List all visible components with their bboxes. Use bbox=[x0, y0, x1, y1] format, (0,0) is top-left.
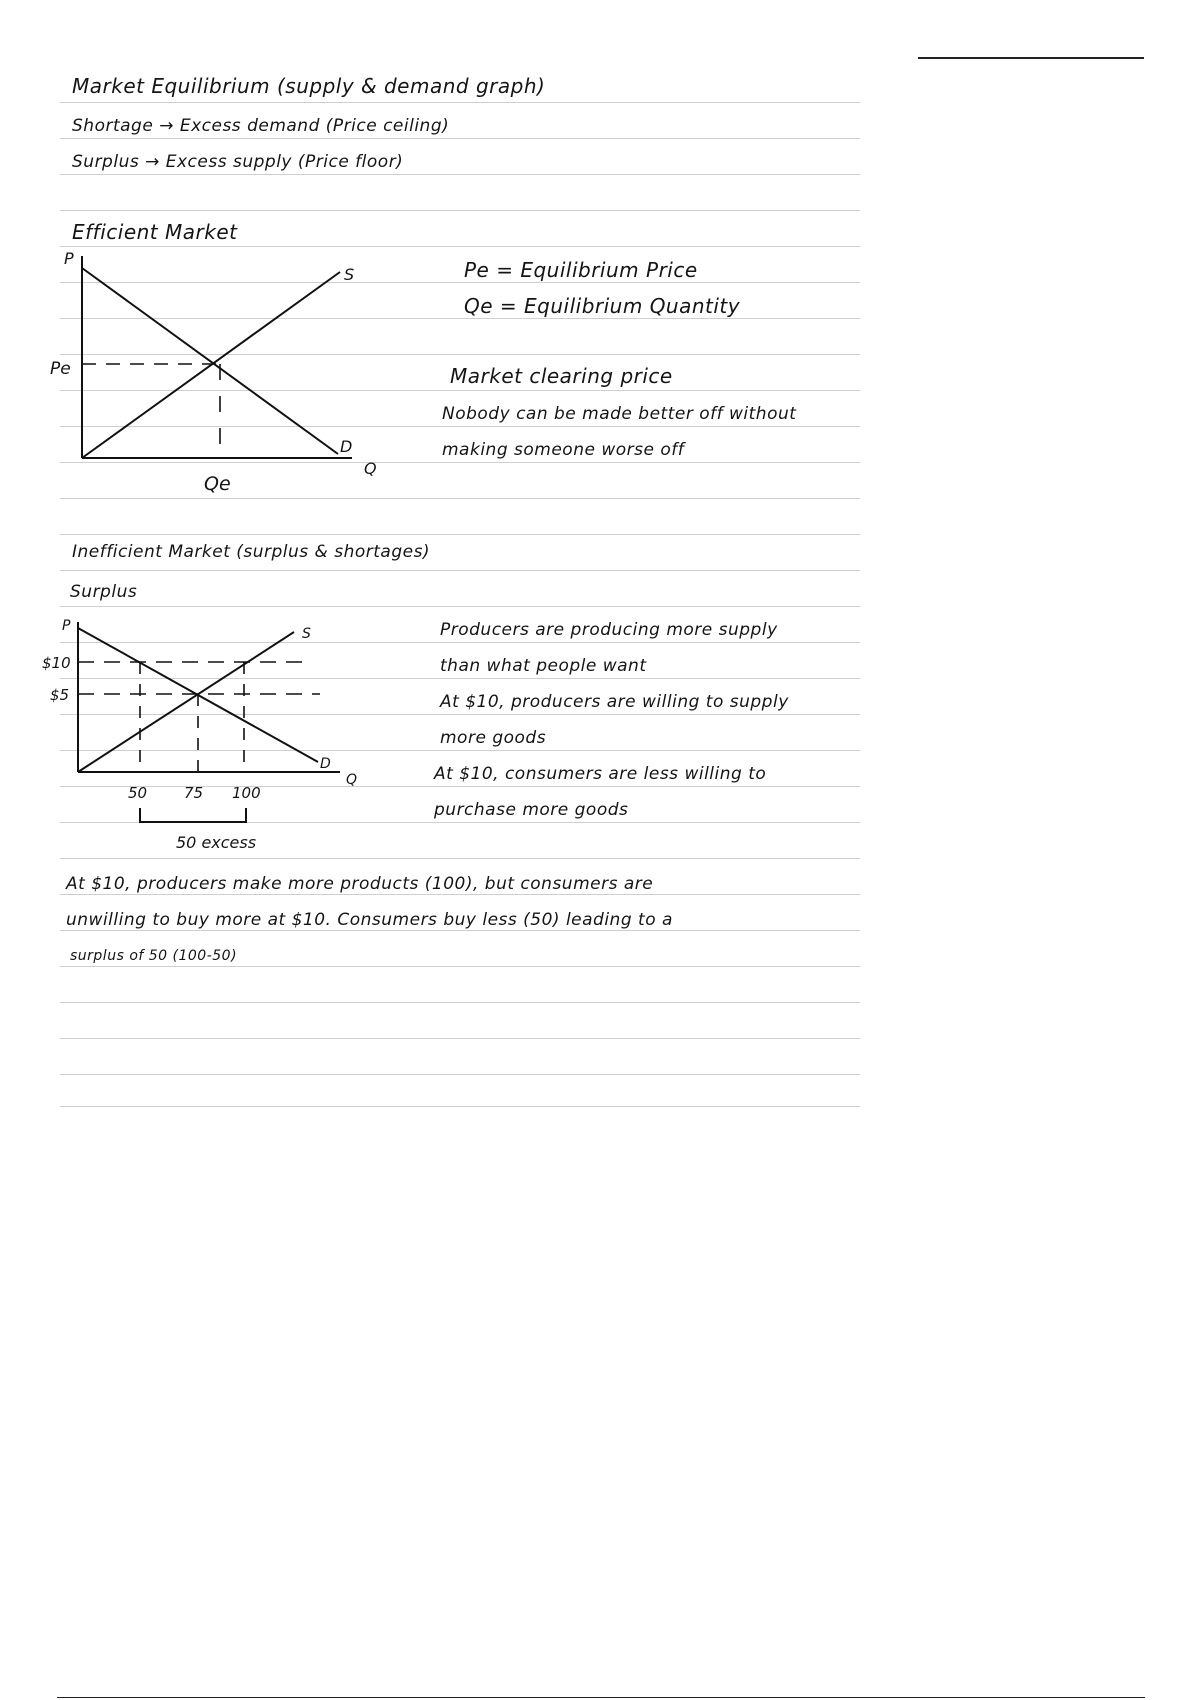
excess-label: 50 excess bbox=[176, 833, 257, 852]
surplus-supply-line bbox=[78, 632, 294, 772]
surplus-explain-line4: more goods bbox=[440, 728, 547, 748]
inefficient-heading: Inefficient Market (surplus & shortages) bbox=[72, 542, 431, 562]
excess-bracket bbox=[140, 808, 246, 822]
ruled-line bbox=[60, 1074, 860, 1075]
ruled-line bbox=[60, 174, 860, 175]
surplus-graph bbox=[40, 608, 380, 854]
summary-line1: At $10, producers make more products (100), but consumers are bbox=[66, 874, 654, 894]
surplus-explain-line2: than what people want bbox=[440, 656, 647, 676]
efficient-market-graph bbox=[40, 246, 400, 496]
price-10-label: $10 bbox=[42, 654, 71, 672]
surplus-explain-line5: At $10, consumers are less willing to bbox=[434, 764, 767, 784]
summary-line2: unwilling to buy more at $10. Consumers buy less (50) leading to a bbox=[66, 910, 673, 930]
shortage-note: Shortage → Excess demand (Price ceiling) bbox=[72, 116, 450, 136]
qe-definition: Qe = Equilibrium Quantity bbox=[464, 294, 741, 318]
ruled-line bbox=[60, 498, 860, 499]
surplus-p-label: P bbox=[62, 618, 71, 634]
pareto-note-line1: Nobody can be made better off without bbox=[442, 404, 797, 424]
efficient-supply-line bbox=[82, 272, 340, 458]
surplus-s-label: S bbox=[302, 626, 311, 642]
efficient-heading: Efficient Market bbox=[72, 220, 238, 244]
qe-axis-label: Qe bbox=[204, 473, 231, 495]
ruled-line bbox=[60, 138, 860, 139]
ruled-line bbox=[60, 1002, 860, 1003]
ruled-line bbox=[60, 210, 860, 211]
efficient-d-label: D bbox=[340, 437, 353, 456]
ruled-line bbox=[60, 570, 860, 571]
ruled-line bbox=[60, 606, 860, 607]
pareto-note-line2: making someone worse off bbox=[442, 440, 685, 460]
ruled-line bbox=[60, 1038, 860, 1039]
surplus-d-label: D bbox=[320, 756, 331, 772]
ruled-line bbox=[60, 894, 860, 895]
surplus-subheading: Surplus bbox=[70, 582, 138, 602]
efficient-q-label: Q bbox=[364, 459, 377, 478]
header-rule bbox=[918, 57, 1144, 59]
notes-title: Market Equilibrium (supply & demand graph) bbox=[72, 74, 546, 98]
ruled-line bbox=[60, 930, 860, 931]
pe-definition: Pe = Equilibrium Price bbox=[464, 258, 698, 282]
surplus-explain-line1: Producers are producing more supply bbox=[440, 620, 778, 640]
ruled-line bbox=[60, 534, 860, 535]
surplus-q-label: Q bbox=[346, 772, 358, 788]
ruled-line bbox=[60, 966, 860, 967]
surplus-explain-line6: purchase more goods bbox=[434, 800, 629, 820]
price-5-label: $5 bbox=[50, 686, 70, 704]
surplus-explain-line3: At $10, producers are willing to supply bbox=[440, 692, 789, 712]
q-50-label: 50 bbox=[128, 784, 148, 802]
ruled-line bbox=[60, 858, 860, 859]
surplus-note: Surplus → Excess supply (Price floor) bbox=[72, 152, 404, 172]
ruled-line bbox=[60, 102, 860, 103]
efficient-p-label: P bbox=[64, 249, 74, 268]
ruled-line bbox=[60, 1106, 860, 1107]
q-75-label: 75 bbox=[184, 784, 204, 802]
market-clearing-note: Market clearing price bbox=[450, 364, 673, 388]
pe-axis-label: Pe bbox=[50, 359, 71, 379]
q-100-label: 100 bbox=[232, 784, 261, 802]
summary-line3: surplus of 50 (100-50) bbox=[70, 948, 238, 964]
efficient-demand-line bbox=[82, 268, 338, 454]
footer-rule bbox=[57, 1697, 1145, 1698]
efficient-s-label: S bbox=[344, 265, 355, 284]
